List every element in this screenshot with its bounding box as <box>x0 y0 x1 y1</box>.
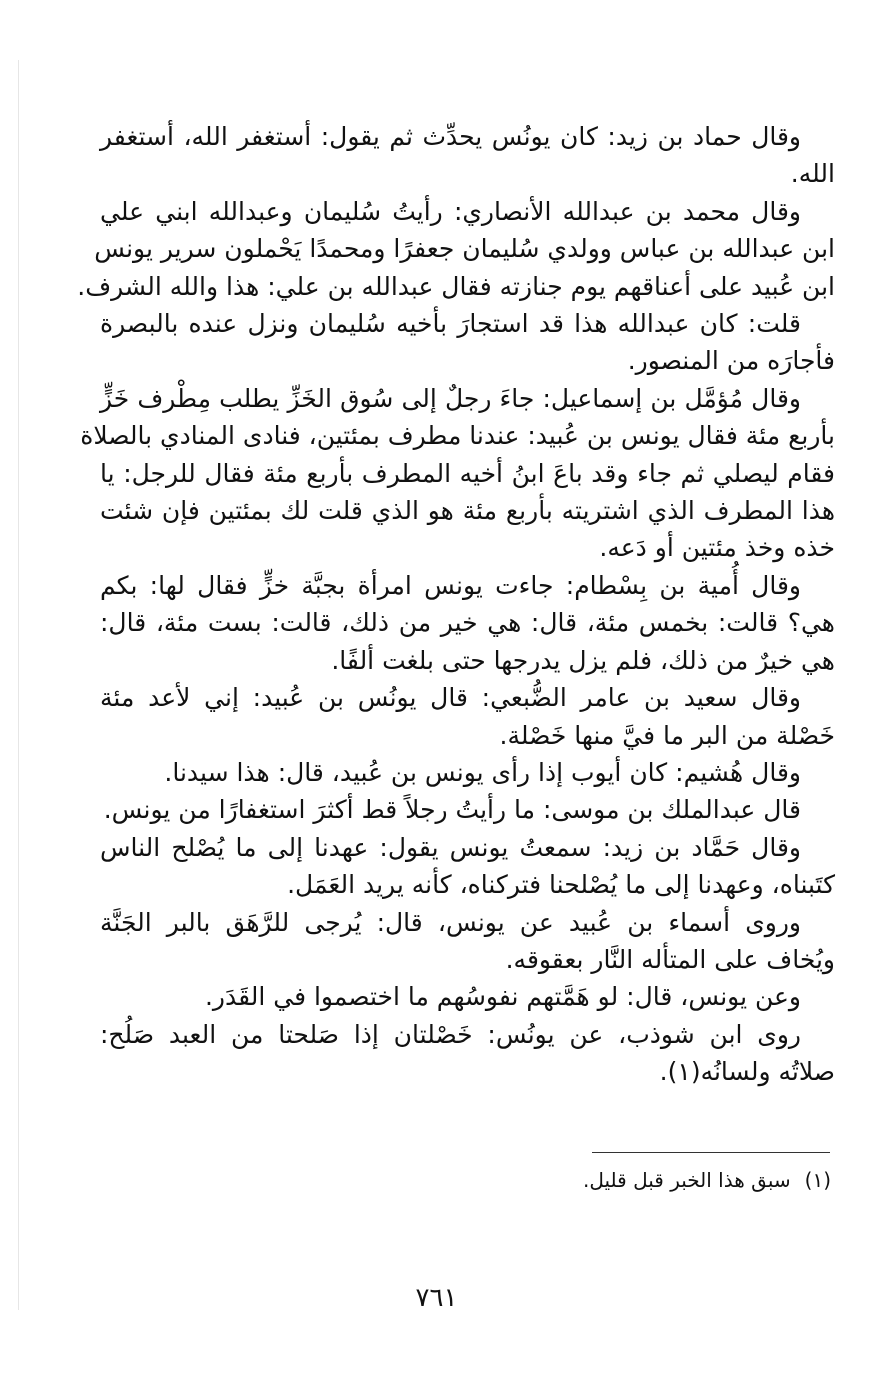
text-line: فقام ليصلي ثم جاء وقد باعَ ابنُ أخيه المطرف بأربع مئة فقال للرجل: يا <box>100 458 835 488</box>
text-line: ابن عبدالله بن عباس وولدي سُليمان جعفرًا ومحمدًا يَحْملون سرير يونس <box>94 234 835 264</box>
paragraph <box>100 978 835 1015</box>
page-number: ٧٦١ <box>415 1283 458 1313</box>
paragraph <box>100 118 835 193</box>
text-line: ابن عُبيد على أعناقهم يوم جنازته فقال عبدالله بن علي: هذا والله الشرف. <box>77 271 835 301</box>
text-line: وقال مُؤمَّل بن إسماعيل: جاءَ رجلٌ إلى سُوق الخَزِّ يطلب مِطْرف خَزٍّ <box>100 383 801 413</box>
text-line: وقال هُشيم: كان أيوب إذا رأى يونس بن عُبيد، قال: هذا سيدنا. <box>164 757 801 787</box>
paragraph <box>100 679 835 754</box>
paragraph <box>77 193 835 305</box>
text-line: وقال أُمية بن بِسْطام: جاءت يونس امرأة بجبَّة خزٍّ فقال لها: بكم <box>100 570 801 600</box>
text-line: خذه وخذ مئتين أو دَعه. <box>599 533 835 563</box>
text-line: وقال حَمَّاد بن زيد: سمعتُ يونس يقول: عهدنا إلى ما يُصْلح الناس <box>100 832 801 862</box>
paragraph <box>80 380 835 567</box>
paragraph <box>100 1016 835 1091</box>
text-line: روى ابن شوذب، عن يونُس: خَصْلتان إذا صَلحتا من العبد صَلُح: <box>100 1019 801 1049</box>
text-line: وروى أسماء بن عُبيد عن يونس، قال: يُرجى للرَّهَق بالبر الجَنَّة <box>100 907 801 937</box>
paragraph <box>100 904 835 979</box>
text-line: كتَبناه، وعهدنا إلى ما يُصْلحنا فتركناه، كأنه يريد العَمَل. <box>287 870 835 900</box>
text-line: وعن يونس، قال: لو هَمَّتهم نفوسُهم ما اختصموا في القَدَر. <box>204 982 801 1012</box>
footnote <box>331 1165 831 1195</box>
footnote-separator <box>592 1152 830 1153</box>
text-line: صلاتُه ولسانُه(١). <box>659 1057 835 1087</box>
text-line: وقال سعيد بن عامر الضُّبعي: قال يونُس بن عُبيد: إني لأعد مئة <box>100 683 801 713</box>
text-line: قال عبدالملك بن موسى: ما رأيتُ رجلاً قط أكثرَ استغفارًا من يونس. <box>103 795 801 825</box>
text-line: هي؟ قالت: بخمس مئة، قال: هي خير من ذلك، قالت: بست مئة، قال: <box>100 608 835 638</box>
text-line: هذا المطرف الذي اشتريته بأربع مئة هو الذي قلت لك بمئتين فإن شئت <box>100 496 835 526</box>
text-line: ويُخاف على المتأله النَّار بعقوقه. <box>505 944 835 974</box>
paragraph <box>100 305 835 380</box>
paragraph <box>100 754 835 791</box>
footnote-number: (١) <box>804 1168 831 1192</box>
text-line: فأجارَه من المنصور. <box>627 346 835 376</box>
text-line: قلت: كان عبدالله هذا قد استجارَ بأخيه سُليمان ونزل عنده بالبصرة <box>100 309 801 339</box>
text-line: وقال حماد بن زيد: كان يونُس يحدِّث ثم يقول: أستغفر الله، أستغفر <box>100 122 801 151</box>
page-edge-line <box>18 60 19 1310</box>
paragraph <box>100 567 835 679</box>
text-line: خَصْلة من البر ما فيَّ منها خَصْلة. <box>499 720 835 750</box>
footnote-text: سبق هذا الخبر قبل قليل. <box>583 1168 791 1192</box>
text-line: هي خيرٌ من ذلك، فلم يزل يدرجها حتى بلغت ألفًا. <box>331 645 835 675</box>
paragraph <box>100 829 835 904</box>
text-line: وقال محمد بن عبدالله الأنصاري: رأيتُ سُليمان وعبدالله ابني علي <box>100 196 801 226</box>
main-text <box>77 118 835 1091</box>
text-line: بأربع مئة فقال يونس بن عُبيد: عندنا مطرف بمئتين، فنادى المنادي بالصلاة <box>80 421 835 451</box>
text-line: الله. <box>790 159 835 189</box>
paragraph <box>100 791 835 828</box>
